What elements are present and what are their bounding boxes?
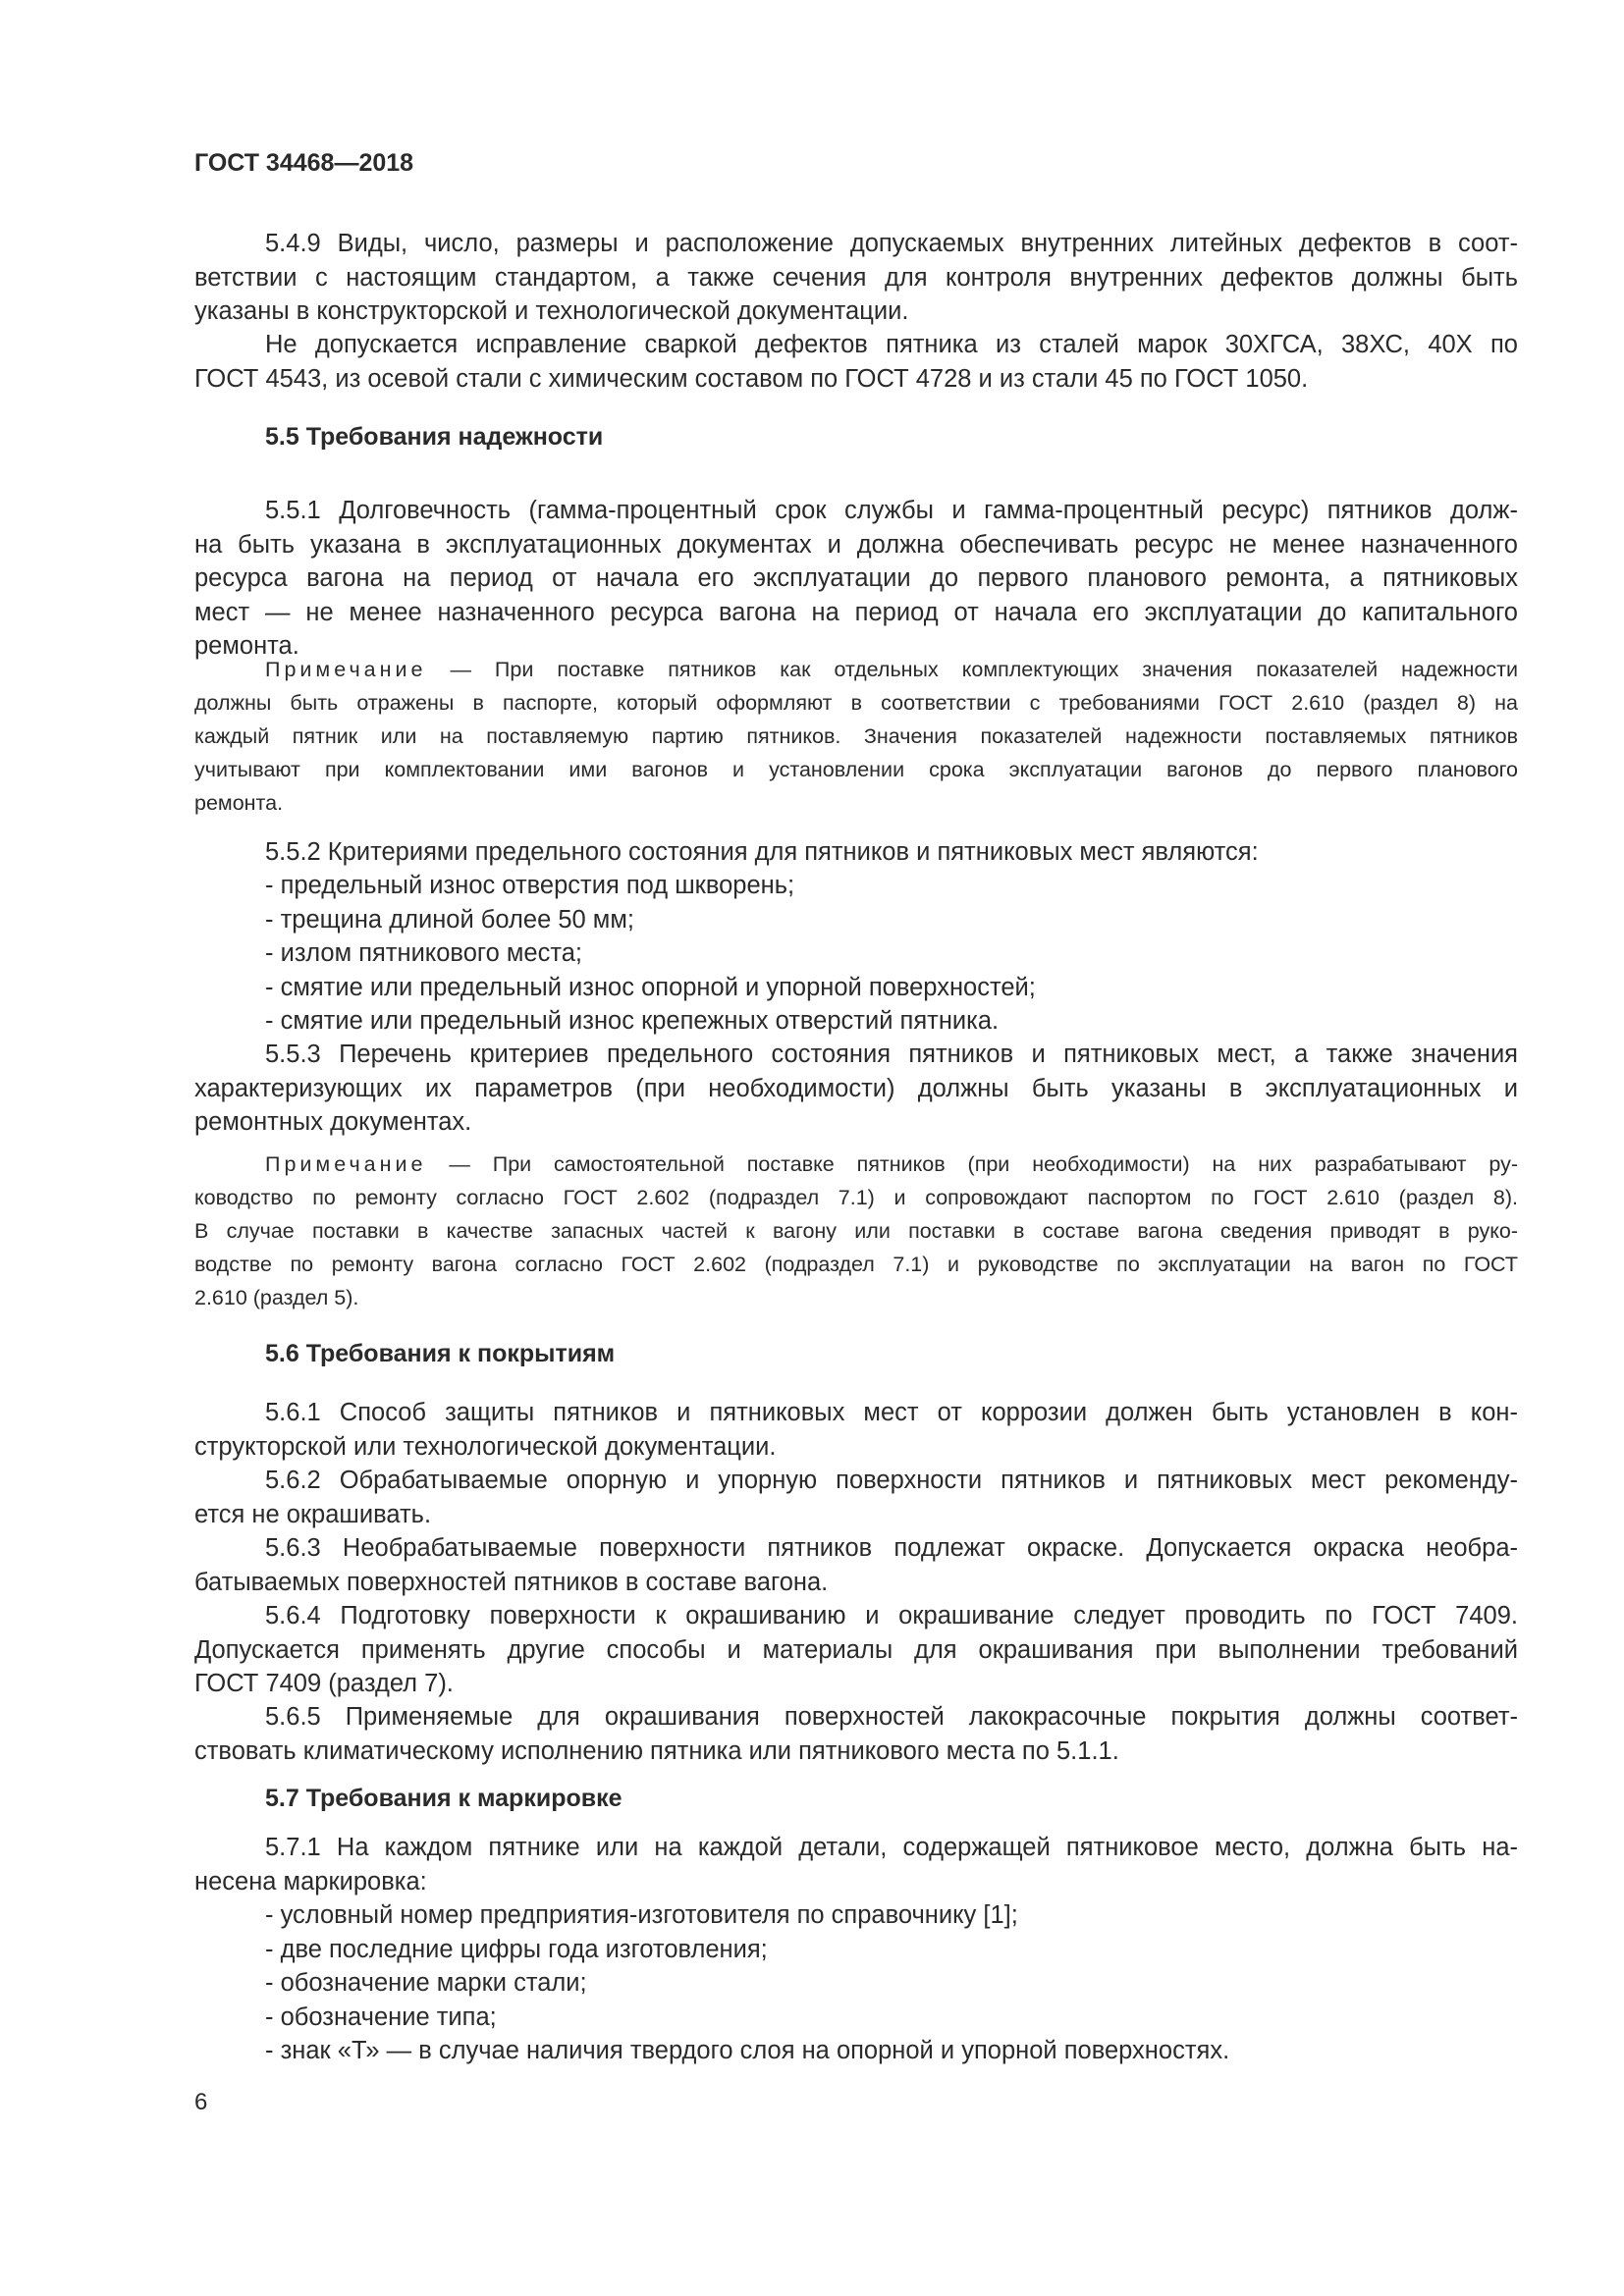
paragraph [194, 1831, 1518, 1898]
text-line: учитывают при комплектовании ими вагонов и установлении срока эксплуатации вагонов до первого планового [194, 758, 1518, 781]
paragraph [194, 227, 1518, 329]
note-block [194, 653, 1518, 820]
text-line: 5.5.2 Критериями предельного состояния для пятников и пятниковых мест являются: [265, 838, 1259, 866]
text-line: водстве по ремонту вагона согласно ГОСТ 2.602 (подраздел 7.1) и руководстве по эксплуатации на вагон по ГОСТ [194, 1253, 1518, 1276]
section-heading-text: 5.7 Требования к маркировке [265, 1785, 623, 1812]
text-line: 5.7.1 На каждом пятнике или на каждой детали, содержащей пятниковое место, должна быть на- [265, 1834, 1518, 1861]
text-line: ГОСТ 4543, из осевой стали с химическим составом по ГОСТ 4728 и из стали 45 по ГОСТ 1050. [194, 364, 1309, 393]
text-line: ствовать климатическому исполнению пятника или пятникового места по 5.1.1. [194, 1736, 1119, 1765]
text-line: структорской или технологической документации. [194, 1432, 777, 1461]
text-line: мест — не менее назначенного ресурса вагона на период от начала его эксплуатации до капитального [194, 598, 1518, 626]
text-line: ремонтных документах. [194, 1108, 472, 1136]
text-line: ресурса вагона на период от начала его эксплуатации до первого планового ремонта, а пятниковых [194, 564, 1518, 592]
text-line: 5.4.9 Виды, число, размеры и расположение допускаемых внутренних литейных дефектов в соот- [265, 230, 1518, 257]
paragraph [194, 494, 1518, 664]
note-label: Примечание [265, 1152, 427, 1176]
list-item: - предельный износ отверстия под шкворень; [265, 872, 795, 899]
text-line: Не допускается исправление сваркой дефектов пятника из сталей марок 30ХГСА, 38ХС, 40Х по [265, 331, 1518, 358]
paragraph [194, 328, 1518, 396]
text-line: 5.5.3 Перечень критериев предельного состояния пятников и пятниковых мест, а также значения [265, 1041, 1518, 1068]
text-line: 5.6.3 Необрабатываемые поверхности пятников подлежат окраске. Допускается окраска необра- [265, 1534, 1518, 1562]
document-header: ГОСТ 34468—2018 [194, 149, 414, 177]
text-line: ГОСТ 7409 (раздел 7). [194, 1670, 454, 1697]
text-line: 5.5.1 Долговечность (гамма-процентный срок службы и гамма-процентный ресурс) пятников долж- [265, 497, 1518, 524]
section-heading [194, 1337, 1518, 1370]
list-item: - трещина длиной более 50 мм; [265, 905, 634, 934]
text-line: указаны в конструкторской и технологической документации. [194, 297, 909, 325]
text-line: характеризующих их параметров (при необходимости) должны быть указаны в эксплуатационных и [194, 1074, 1518, 1102]
text-line: 5.6.2 Обрабатываемые опорную и упорную поверхности пятников и пятниковых мест рекоменду- [265, 1467, 1518, 1494]
paragraph [194, 835, 1518, 870]
note-block [194, 1148, 1518, 1314]
list-item: - знак «Т» — в случае наличия твердого слоя на опорной и упорной поверхностях. [265, 2037, 1230, 2064]
list-item: - две последние цифры года изготовления; [265, 1935, 768, 1963]
section-heading [194, 420, 1518, 454]
text-line: ветствии с настоящим стандартом, а также сечения для контроля внутренних дефектов должны быть [194, 263, 1518, 292]
text-line: ководство по ремонту согласно ГОСТ 2.602 (подраздел 7.1) и сопровождают паспортом по ГОСТ 2.610 (раздел 8). [194, 1186, 1518, 1209]
page-number: 6 [194, 2089, 208, 2115]
text-line: ремонта. [194, 791, 284, 815]
paragraph [194, 1038, 1518, 1140]
text-line: батываемых поверхностей пятников в составе вагона. [194, 1568, 829, 1596]
text-line: 5.6.4 Подготовку поверхности к окрашиванию и окрашивание следует проводить по ГОСТ 7409. [265, 1602, 1518, 1629]
section-heading-text: 5.5 Требования надежности [265, 423, 604, 451]
text-line: 2.610 (раздел 5). [194, 1286, 359, 1309]
text-line: 5.6.1 Способ защиты пятников и пятниковых мест от коррозии должен быть установлен в кон- [265, 1399, 1518, 1426]
paragraph [194, 1396, 1518, 1464]
paragraph [194, 1599, 1518, 1701]
section-heading-text: 5.6 Требования к покрытиям [265, 1340, 616, 1367]
text-line: Допускается применять другие способы и материалы для окрашивания при выполнении требований [194, 1635, 1518, 1664]
note-label: Примечание [265, 658, 427, 681]
bullet-list [194, 1898, 1518, 2068]
paragraph [194, 1531, 1518, 1599]
list-item: - смятие или предельный износ крепежных отверстий пятника. [265, 1007, 1000, 1035]
text-line: на быть указана в эксплуатационных документах и должна обеспечивать ресурс не менее назначенного [194, 530, 1518, 559]
list-item: - смятие или предельный износ опорной и упорной поверхностей; [265, 973, 1036, 1001]
list-item: - условный номер предприятия-изготовителя по справочнику [1]; [265, 1901, 1018, 1929]
text-line: В случае поставки в качестве запасных частей к вагону или поставки в составе вагона сведения приводят в руко- [194, 1219, 1518, 1243]
text-line: ремонта. [194, 632, 299, 660]
section-heading [194, 1782, 1518, 1815]
text-line: Примечание — При самостоятельной поставке пятников (при необходимости) на них разрабатывают ру- [265, 1152, 1518, 1176]
text-line: несена маркировка: [194, 1867, 427, 1896]
text-line: 5.6.5 Применяемые для окрашивания поверхностей лакокрасочные покрытия должны соответ- [265, 1703, 1518, 1731]
text-line: каждый пятник или на поставляемую партию пятников. Значения показателей надежности поставляемых пятников [194, 724, 1518, 748]
paragraph [194, 1464, 1518, 1531]
list-item: - обозначение типа; [265, 2002, 497, 2031]
paragraph [194, 1700, 1518, 1768]
list-item: - обозначение марки стали; [265, 1969, 587, 1997]
list-item: - излом пятникового места; [265, 939, 583, 967]
text-line: ется не окрашивать. [194, 1500, 432, 1528]
text-line: должны быть отражены в паспорте, который оформляют в соответствии с требованиями ГОСТ 2.610 (раздел 8) на [194, 691, 1518, 715]
text-line: Примечание — При поставке пятников как отдельных комплектующих значения показателей надежности [265, 658, 1518, 681]
bullet-list [194, 869, 1518, 1039]
